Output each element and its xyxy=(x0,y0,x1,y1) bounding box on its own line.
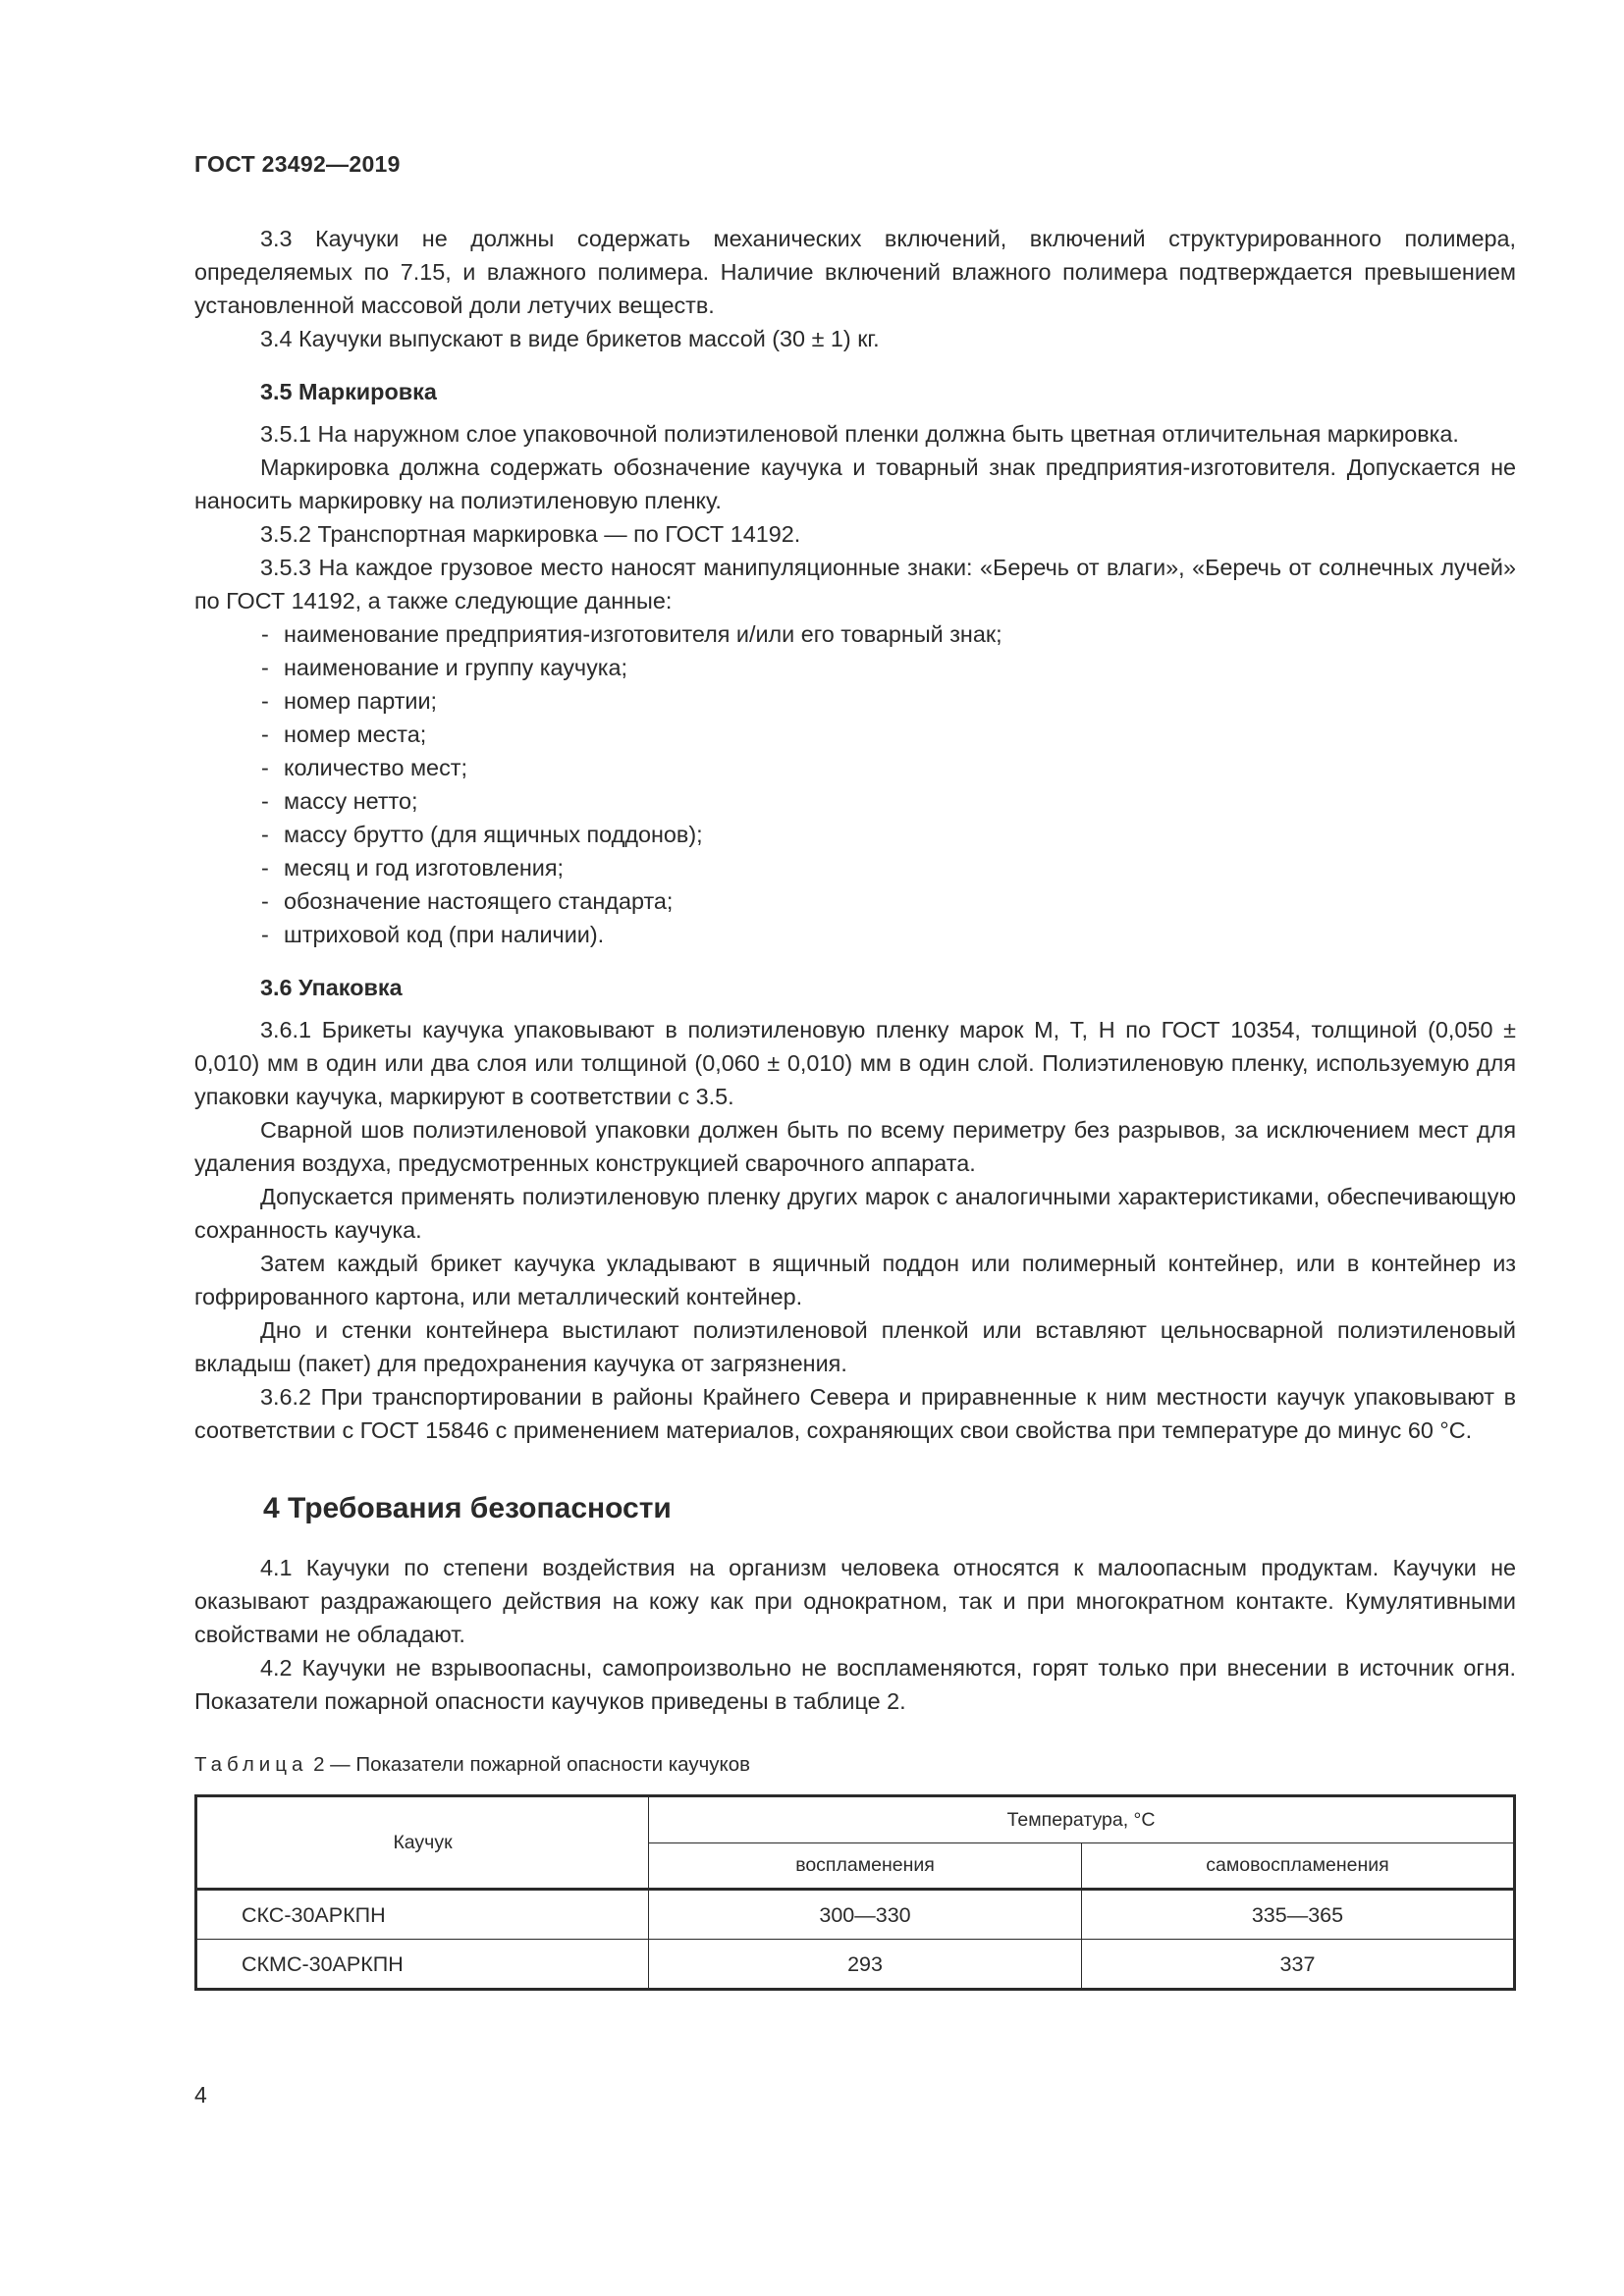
list-item: - наименование и группу каучука; xyxy=(261,651,1516,684)
list-item: - массу брутто (для ящичных поддонов); xyxy=(261,818,1516,851)
paragraph-3-6-1: 3.6.1 Брикеты каучука упаковывают в полиэтиленовую пленку марок М, Т, Н по ГОСТ 10354, толщиной (0,050 ± 0,010) мм в один или два слоя или толщиной (0,060 ± 0,010) мм в один слой. Полиэтиленовую пленку, используемую для упаковки каучука, маркируют в соответствии с 3.5. xyxy=(194,1017,1516,1109)
paragraph-3-6-1-other-film: Допускается применять полиэтиленовую пленку других марок с аналогичными характеристиками, обеспечивающую сохранность каучука. xyxy=(194,1184,1516,1243)
list-item: - штриховой код (при наличии). xyxy=(261,918,1516,951)
paragraph-3-5-1: 3.5.1 На наружном слое упаковочной полиэтиленовой пленки должна быть цветная отличительная маркировка. xyxy=(260,421,1459,447)
paragraph-3-4: 3.4 Каучуки выпускают в виде брикетов массой (30 ± 1) кг. xyxy=(260,326,880,351)
list-item: - номер места; xyxy=(261,718,1516,751)
paragraph-3-3: 3.3 Каучуки не должны содержать механических включений, включений структурированного полимера, определяемых по 7.15, и влажного полимера. Наличие включений влажного полимера подтверждается превышением установленной массовой доли летучих веществ. xyxy=(194,226,1516,318)
marking-data-list xyxy=(194,617,1516,951)
document-body xyxy=(194,222,1516,1991)
heading-3-6: 3.6 Упаковка xyxy=(260,975,403,1000)
column-header-self-ignition: самовоспламенения xyxy=(1081,1842,1514,1890)
column-header-rubber: Каучук xyxy=(196,1796,649,1890)
cell-rubber: СКМС-30АРКПН xyxy=(196,1940,649,1990)
paragraph-3-6-1-liner: Дно и стенки контейнера выстилают полиэтиленовой пленкой или вставляют цельносварной полиэтиленовый вкладыш (пакет) для предохранения каучука от загрязнения. xyxy=(194,1317,1516,1376)
list-item: - наименование предприятия-изготовителя и/или его товарный знак; xyxy=(261,617,1516,651)
section-4-title: 4 Требования безопасности xyxy=(263,1492,672,1524)
paragraph-3-5-3: 3.5.3 На каждое грузовое место наносят манипуляционные знаки: «Беречь от влаги», «Беречь от солнечных лучей» по ГОСТ 14192, а также следующие данные: xyxy=(194,555,1516,614)
list-item: - номер партии; xyxy=(261,684,1516,718)
column-header-ignition: воспламенения xyxy=(649,1842,1082,1890)
cell-ignition: 293 xyxy=(649,1940,1082,1990)
paragraph-3-6-1-seam: Сварной шов полиэтиленовой упаковки должен быть по всему периметру без разрывов, за исключением мест для удаления воздуха, предусмотренных конструкцией сварочного аппарата. xyxy=(194,1117,1516,1176)
list-item: - месяц и год изготовления; xyxy=(261,851,1516,884)
paragraph-3-6-1-container: Затем каждый брикет каучука укладывают в ящичный поддон или полимерный контейнер, или в контейнер из гофрированного картона, или металлический контейнер. xyxy=(194,1251,1516,1309)
page-number: 4 xyxy=(194,2082,207,2108)
document-header: ГОСТ 23492—2019 xyxy=(194,151,401,177)
table-row xyxy=(196,1940,1515,1990)
cell-rubber: СКС-30АРКПН xyxy=(196,1890,649,1940)
cell-ignition: 300—330 xyxy=(649,1890,1082,1940)
cell-self-ignition: 337 xyxy=(1081,1940,1514,1990)
column-header-temperature: Температура, °С xyxy=(649,1796,1515,1843)
list-item: - обозначение настоящего стандарта; xyxy=(261,884,1516,918)
cell-self-ignition: 335—365 xyxy=(1081,1890,1514,1940)
paragraph-3-5-1-continued: Маркировка должна содержать обозначение каучука и товарный знак предприятия-изготовителя. Допускается не наносить маркировку на полиэтиленовую пленку. xyxy=(194,454,1516,513)
heading-3-5: 3.5 Маркировка xyxy=(260,379,437,404)
list-item: - количество мест; xyxy=(261,751,1516,784)
table-caption-text: 2 — Показатели пожарной опасности каучуков xyxy=(307,1753,751,1776)
paragraph-4-1: 4.1 Каучуки по степени воздействия на организм человека относятся к малоопасным продуктам. Каучуки не оказывают раздражающего действия на кожу как при однократном, так и при многократном контакте. Кумулятивными свойствами не обладают. xyxy=(194,1555,1516,1647)
paragraph-4-2: 4.2 Каучуки не взрывоопасны, самопроизвольно не воспламеняются, горят только при внесении в источник огня. Показатели пожарной опасности каучуков приведены в таблице 2. xyxy=(194,1655,1516,1714)
table-row xyxy=(196,1890,1515,1940)
list-item: - массу нетто; xyxy=(261,784,1516,818)
paragraph-3-6-2: 3.6.2 При транспортировании в районы Крайнего Севера и приравненные к ним местности каучук упаковывают в соответствии с ГОСТ 15846 с применением материалов, сохраняющих свои свойства при температуре до минус 60 °С. xyxy=(194,1384,1516,1443)
paragraph-3-5-2: 3.5.2 Транспортная маркировка — по ГОСТ 14192. xyxy=(260,521,801,547)
table-caption xyxy=(194,1751,1516,1779)
fire-hazard-table xyxy=(194,1794,1516,1991)
table-caption-label: Таблица xyxy=(194,1753,308,1776)
